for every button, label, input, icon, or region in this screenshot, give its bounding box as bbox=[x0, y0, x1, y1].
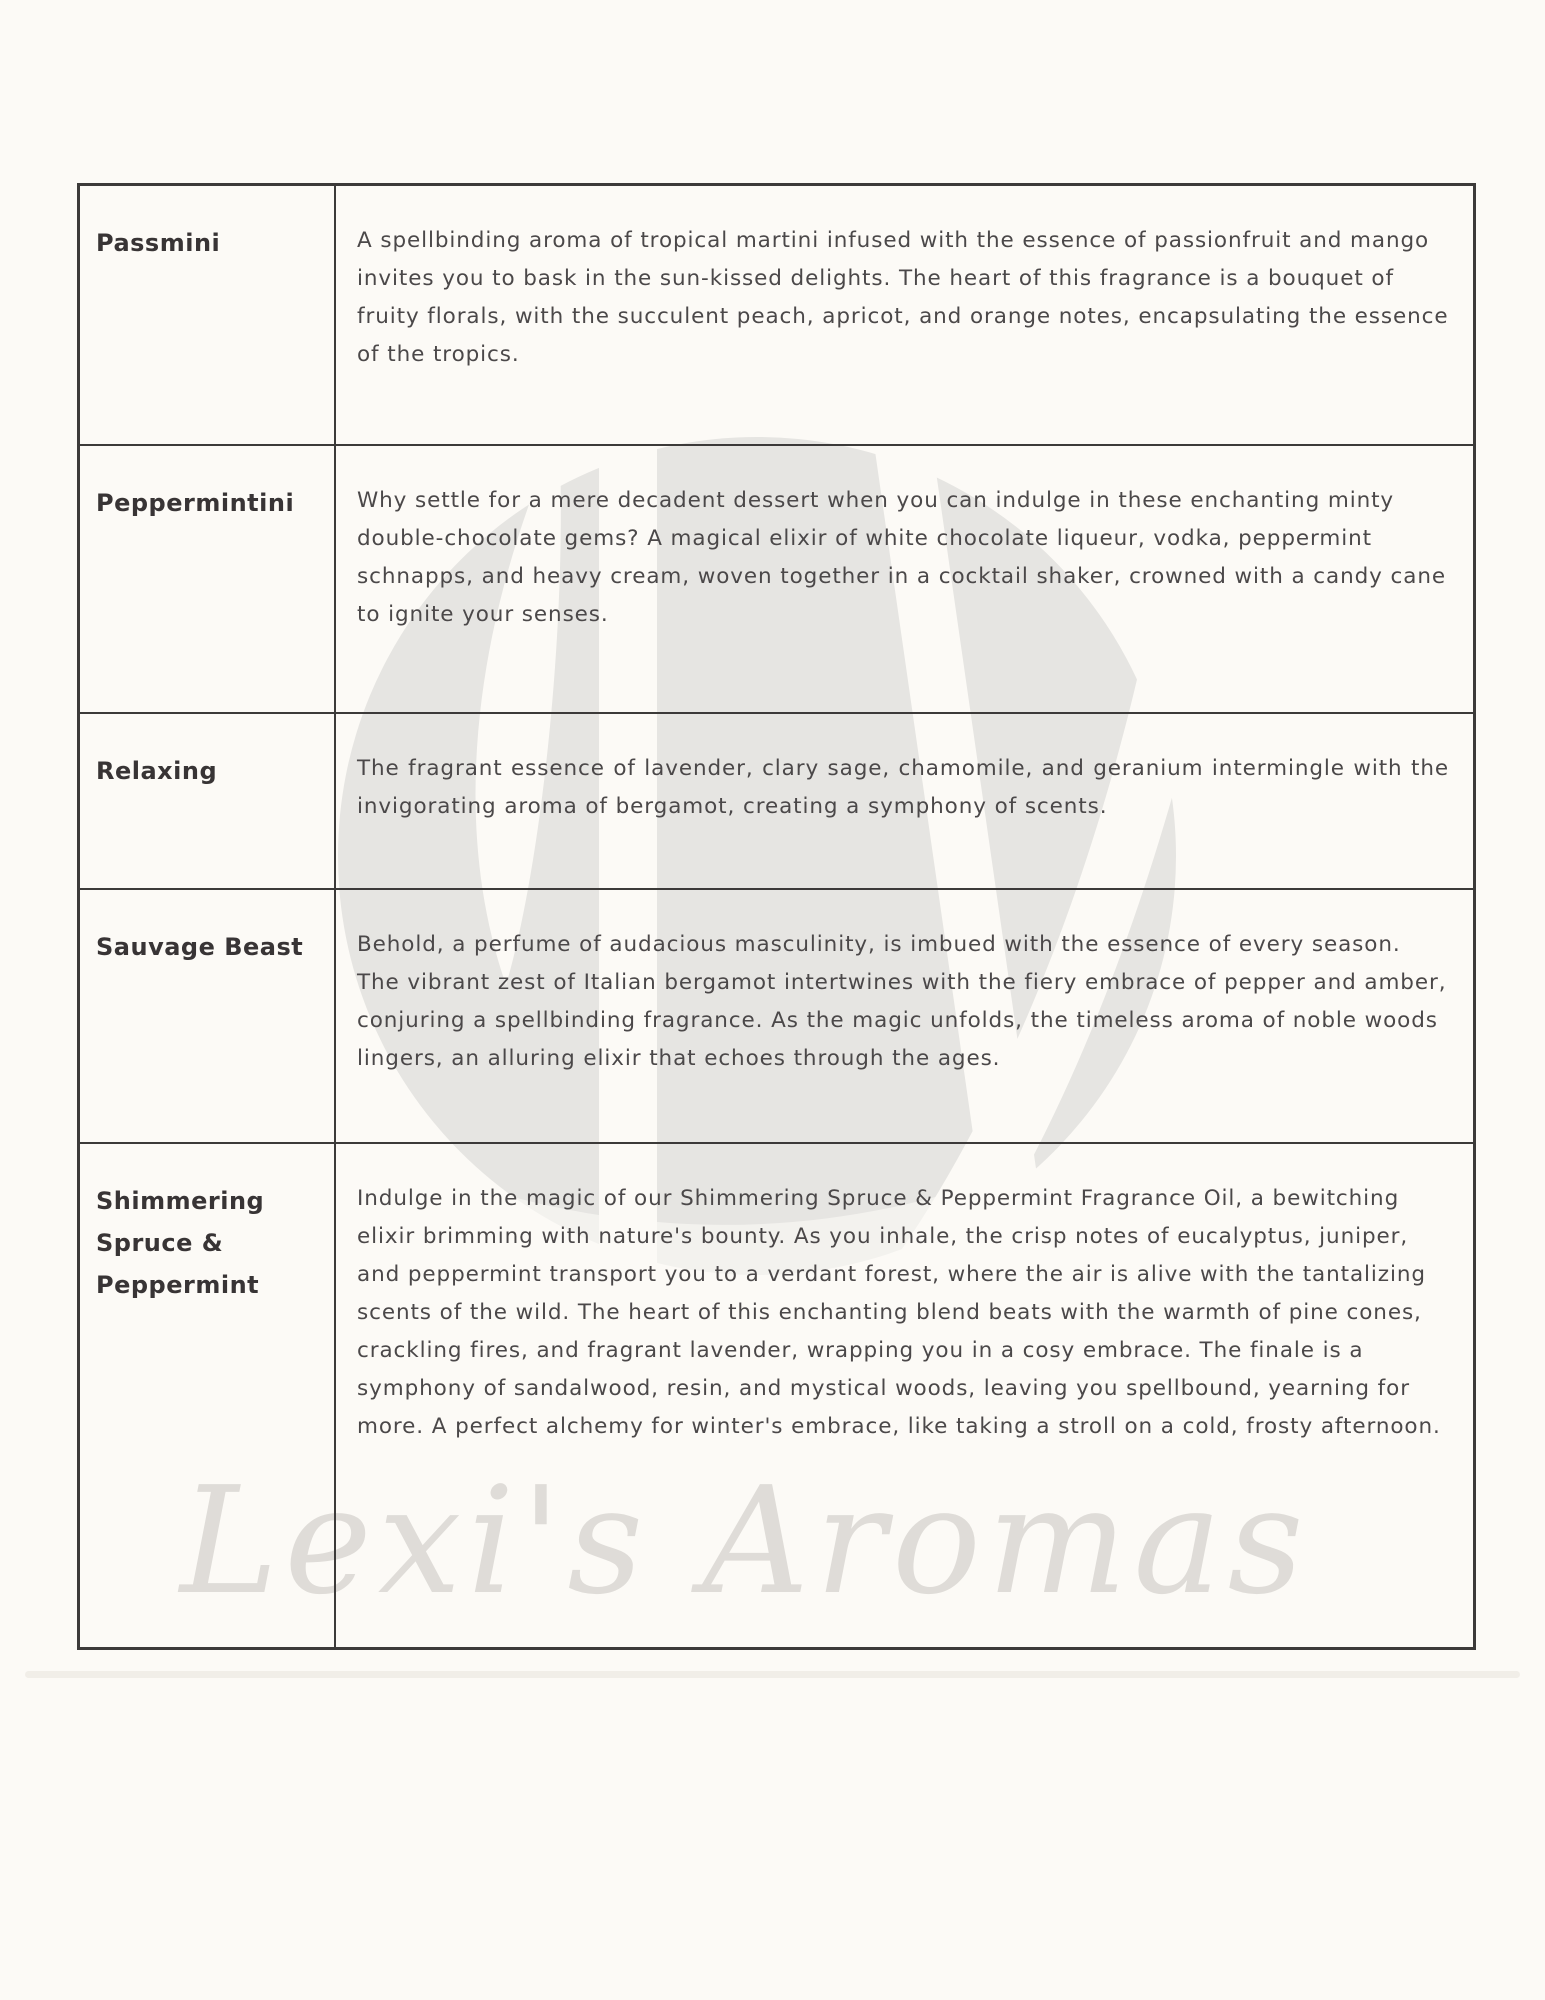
fragrance-table bbox=[77, 183, 1476, 1650]
fragrance-description: A spellbinding aroma of tropical martini infused with the essence of passionfruit and mango invites you to bask in the sun-kissed delights. The heart of this fragrance is a bouquet of fruity florals, with the succulent peach, apricot, and orange notes, encapsulating the essence of the tropics. bbox=[357, 228, 1449, 367]
fragrance-name: Peppermintini bbox=[80, 446, 336, 712]
fragrance-description: The fragrant essence of lavender, clary sage, chamomile, and geranium intermingle with the invigorating aroma of bergamot, creating a symphony of scents. bbox=[357, 756, 1449, 819]
fragrance-description: Behold, a perfume of audacious masculinity, is imbued with the essence of every season. The vibrant zest of Italian bergamot intertwines with the fiery embrace of pepper and amber, conjuring a spellbinding fragrance. As the magic unfolds, the timeless aroma of noble woods lingers, an alluring elixir that echoes through the ages. bbox=[357, 932, 1447, 1071]
table-row bbox=[80, 714, 1473, 890]
table-row bbox=[80, 890, 1473, 1144]
table-row bbox=[80, 186, 1473, 446]
fragrance-name: Relaxing bbox=[80, 714, 336, 888]
separator-line bbox=[25, 1671, 1520, 1678]
table-row bbox=[80, 1144, 1473, 1647]
fragrance-name: Shimmering Spruce & Peppermint bbox=[80, 1144, 336, 1647]
fragrance-description: Why settle for a mere decadent dessert when you can indulge in these enchanting minty double-chocolate gems? A magical elixir of white chocolate liqueur, vodka, peppermint schnapps, and heavy cream, woven together in a cocktail shaker, crowned with a candy cane to ignite your senses. bbox=[357, 488, 1446, 627]
brand-script-watermark: Lexi's Aromas bbox=[180, 1455, 1310, 1627]
fragrance-name: Sauvage Beast bbox=[80, 890, 336, 1142]
fragrance-name: Passmini bbox=[80, 186, 336, 444]
fragrance-description: Indulge in the magic of our Shimmering Spruce & Peppermint Fragrance Oil, a bewitching elixir brimming with nature's bounty. As you inhale, the crisp notes of eucalyptus, juniper, and peppermint transport you to a verdant forest, where the air is alive with the tantalizing scents of the wild. The heart of this enchanting blend beats with the warmth of pine cones, crackling fires, and fragrant lavender, wrapping you in a cosy embrace. The finale is a symphony of sandalwood, resin, and mystical woods, leaving you spellbound, yearning for more. A perfect alchemy for winter's embrace, like taking a stroll on a cold, frosty afternoon. bbox=[357, 1186, 1441, 1439]
table-row bbox=[80, 446, 1473, 714]
